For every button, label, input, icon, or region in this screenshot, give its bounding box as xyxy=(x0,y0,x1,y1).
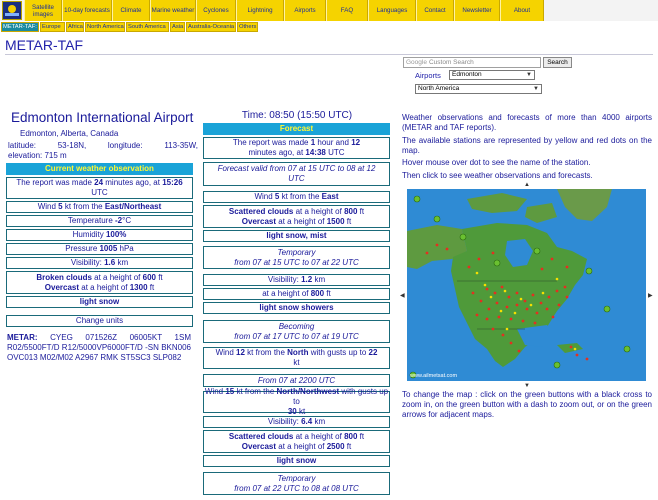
text: Humidity xyxy=(72,230,106,239)
current-temperature xyxy=(6,215,193,227)
current-wind xyxy=(6,201,193,213)
cloud-height: 1500 xyxy=(326,216,345,226)
forecast-ceiling-2 xyxy=(203,288,390,300)
nav-airports[interactable]: Airports xyxy=(284,0,326,21)
wind-direction: North xyxy=(287,348,309,357)
cloud-height: 800 xyxy=(344,206,358,216)
nav-marine-weather[interactable]: Marine weather xyxy=(150,0,196,21)
text: ft xyxy=(344,216,352,226)
temperature-value: -2 xyxy=(115,216,123,225)
text: at a height of xyxy=(293,431,345,441)
text: kt from the xyxy=(62,202,105,211)
metar-raw-report xyxy=(7,333,191,363)
text: minutes ago, at xyxy=(248,148,306,157)
map-credit: www.ailmetsat.com xyxy=(410,373,458,379)
region-europe[interactable]: Europe xyxy=(40,22,65,32)
humidity-value: 100% xyxy=(105,230,127,239)
period-range: from 07 at 17 UTC to 07 at 19 UTC xyxy=(234,331,359,341)
map-left-arrow-icon[interactable]: ◀ xyxy=(400,293,405,299)
text: at a height of xyxy=(276,441,327,451)
wind-gust: 30 xyxy=(287,407,297,416)
forecast-becoming xyxy=(203,320,390,343)
nav-cyclones[interactable]: Cyclones xyxy=(196,0,236,21)
current-visibility xyxy=(6,257,193,269)
region-others[interactable]: Others xyxy=(239,24,257,30)
forecast-validity xyxy=(203,162,390,186)
report-time: 15:26 xyxy=(162,178,183,187)
cloud-type: Scattered clouds xyxy=(228,431,294,441)
metar-text: CYEG 071526Z 06005KT 1SM R02/5500FT/D R12/5000VP6000FT/D -SN BKN006 OVC013 M02/M02 A2967 RMK ST5SC3 SLP082 xyxy=(7,333,191,362)
current-clouds xyxy=(6,271,193,294)
current-time: Time: 08:50 (15:50 UTC) xyxy=(241,110,353,121)
report-time: 14:38 xyxy=(305,148,326,157)
text: ft xyxy=(344,441,352,451)
wind-gust: 22 xyxy=(368,348,378,357)
forecast-wind-3 xyxy=(203,347,390,369)
top-navigation xyxy=(0,0,658,21)
station-map[interactable] xyxy=(407,189,646,381)
title-divider xyxy=(5,54,653,55)
region-asia[interactable]: Asia xyxy=(172,24,184,30)
current-weather xyxy=(6,296,193,308)
north-america-map xyxy=(407,189,646,381)
map-down-arrow-icon[interactable]: ▼ xyxy=(524,383,530,389)
text: The report was made xyxy=(16,178,95,187)
period-type: Temporary xyxy=(277,473,316,483)
cloud-height: 600 xyxy=(142,272,156,282)
visibility-value: 1.2 xyxy=(301,275,313,284)
wind-direction: North/Northwest xyxy=(276,387,340,396)
forecast-weather-1 xyxy=(203,230,390,242)
cloud-type: Overcast xyxy=(241,216,277,226)
text: Wind xyxy=(37,202,59,211)
cloud-type: Overcast xyxy=(241,441,277,451)
longitude-value: 113-35W, xyxy=(164,141,198,150)
page-title: METAR-TAF xyxy=(5,37,84,53)
weather-condition: light snow showers xyxy=(259,303,334,312)
longitude-label: longitude: xyxy=(107,141,143,150)
report-minutes: 24 xyxy=(94,178,104,187)
cloud-type: Scattered clouds xyxy=(228,206,294,216)
info-paragraph-1: Weather observations and forecasts of more than 4000 airports (METAR and TAF reports). xyxy=(402,113,652,132)
weather-condition: light snow xyxy=(276,456,317,465)
text: minutes ago, at xyxy=(103,178,163,187)
search-input[interactable] xyxy=(403,57,541,68)
wind-direction: East xyxy=(321,192,339,201)
current-observation-header: Current weather observation xyxy=(6,163,193,175)
text: kt from the xyxy=(234,387,277,396)
latitude-value: 53-18N, xyxy=(57,141,87,150)
current-report-age xyxy=(6,177,193,199)
cuba-shape xyxy=(557,343,583,353)
greenland-shape xyxy=(557,189,612,221)
text: km xyxy=(115,258,129,267)
forecast-temporary-1 xyxy=(203,246,390,269)
elevation: elevation: 715 m xyxy=(8,151,67,160)
cloud-height: 1300 xyxy=(129,282,148,292)
text: at a height of xyxy=(79,282,130,292)
chevron-down-icon: ▼ xyxy=(526,72,532,78)
forecast-wind-4 xyxy=(203,387,390,416)
text: Visibility: xyxy=(267,417,302,426)
nav-languages[interactable]: Languages xyxy=(368,0,416,21)
text: kt xyxy=(296,407,306,416)
text: ft xyxy=(155,272,163,282)
wind-speed: 5 xyxy=(274,192,280,201)
wind-speed: 5 xyxy=(58,202,63,211)
latitude-label: latitude: xyxy=(8,141,37,150)
text: at a height of xyxy=(293,206,345,216)
forecast-temporary-2 xyxy=(203,472,390,495)
nav-satellite-images[interactable]: Satellite images xyxy=(24,0,62,21)
period-type: Becoming xyxy=(278,321,315,331)
forecast-wind-1 xyxy=(203,191,390,203)
pressure-value: 1005 xyxy=(99,244,118,253)
nav-climate[interactable]: Climate xyxy=(112,0,150,21)
wind-speed: 15 xyxy=(225,387,235,396)
cloud-type: Broken clouds xyxy=(36,272,92,282)
text: ft xyxy=(147,282,155,292)
region-select-value: North America xyxy=(418,85,460,92)
text: ft xyxy=(357,431,365,441)
airport-coordinates xyxy=(8,141,198,161)
text: kt from the xyxy=(279,192,322,201)
period-type: Temporary xyxy=(277,247,316,257)
region-metar-taf[interactable]: METAR-TAF: xyxy=(1,22,39,32)
text: at a height of xyxy=(91,272,143,282)
current-humidity xyxy=(6,229,193,241)
period-range: from 07 at 15 UTC to 07 at 22 UTC xyxy=(234,257,359,267)
text: Visibility: xyxy=(267,275,302,284)
forecast-clouds-4 xyxy=(203,430,390,453)
text: at a height of xyxy=(276,216,327,226)
text: kt xyxy=(293,358,300,367)
forecast-weather-2 xyxy=(203,302,390,314)
nav-contact[interactable]: Contact xyxy=(416,0,454,21)
forecast-visibility-2 xyxy=(203,274,390,286)
report-hours: 1 xyxy=(310,138,316,147)
airport-select-value: Edmonton xyxy=(452,71,482,78)
search-button[interactable]: Search xyxy=(543,57,572,68)
airport-location: Edmonton, Alberta, Canada xyxy=(20,129,119,138)
forecast-clouds-1 xyxy=(203,205,390,228)
cloud-height: 2500 xyxy=(326,441,345,451)
text: with gusts up to xyxy=(293,387,389,406)
search-placeholder: Custom Search xyxy=(428,59,474,66)
change-units-label: Change units xyxy=(75,316,124,325)
text: Wind xyxy=(215,348,237,357)
info-paragraph-2: The available stations are represented by yellow and red dots on the map. xyxy=(402,136,652,155)
forecast-visibility-4 xyxy=(203,416,390,428)
region-south-america[interactable]: South America xyxy=(126,22,169,32)
region-north-america[interactable]: North America xyxy=(87,24,124,30)
period-range: From 07 at 2200 UTC xyxy=(257,375,336,385)
chevron-down-icon: ▼ xyxy=(533,86,539,92)
visibility-value: 1.6 xyxy=(104,258,116,267)
text: hPa xyxy=(117,244,134,253)
nav-lightning[interactable]: Lightning xyxy=(236,0,284,21)
forecast-header: Forecast xyxy=(203,123,390,135)
weather-condition: light snow xyxy=(79,297,120,306)
region-australia-oceania[interactable]: Australia-Oceania xyxy=(188,24,235,30)
map-up-arrow-icon[interactable]: ▲ xyxy=(524,182,530,188)
info-paragraph-5: To change the map : click on the green buttons with a black cross to zoom in, on the green button with a dash to zoom out, or on the green arrows for adjacent maps. xyxy=(402,390,652,419)
airport-name: Edmonton International Airport xyxy=(11,110,194,125)
text: ft xyxy=(357,206,365,216)
nav-newsletter[interactable]: Newsletter xyxy=(454,0,500,21)
cloud-height: 800 xyxy=(310,289,325,298)
text: km xyxy=(312,417,326,426)
visibility-value: 6.4 xyxy=(301,417,313,426)
text: with gusts up to xyxy=(308,348,369,357)
validity-text: Forecast valid from 07 at 15 UTC to 08 at 12 UTC xyxy=(217,164,376,183)
forecast-report-age xyxy=(203,137,390,159)
current-pressure xyxy=(6,243,193,255)
text: at a height of xyxy=(262,289,311,298)
arctic-islands-shape xyxy=(467,193,527,213)
google-label: Google xyxy=(406,59,427,66)
text: Pressure xyxy=(65,244,100,253)
baffin-island-shape xyxy=(525,203,557,223)
site-logo[interactable] xyxy=(2,1,22,20)
text: UTC xyxy=(325,148,345,157)
info-paragraph-3: Hover mouse over dot to see the name of the station. xyxy=(402,158,591,167)
region-africa[interactable]: Africa xyxy=(68,24,83,30)
text: ft xyxy=(324,289,331,298)
nav-faq[interactable]: FAQ xyxy=(326,0,368,21)
wind-direction: East/Northeast xyxy=(104,202,162,211)
text: Visibility: xyxy=(70,258,105,267)
text: Wind xyxy=(204,387,226,396)
forecast-from-2200 xyxy=(203,374,390,387)
text: °C xyxy=(122,216,132,225)
airport-select[interactable] xyxy=(449,70,535,80)
wind-speed: 12 xyxy=(236,348,245,357)
text: Temperature xyxy=(67,216,116,225)
period-range: from 07 at 22 UTC to 08 at 08 UTC xyxy=(234,483,359,493)
info-paragraph-4: Then click to see weather observations and forecasts. xyxy=(402,171,593,180)
change-units-button[interactable] xyxy=(6,315,193,327)
map-right-arrow-icon[interactable]: ▶ xyxy=(648,293,653,299)
text: UTC xyxy=(91,188,108,197)
nav-about[interactable]: About xyxy=(500,0,544,21)
text: The report was made xyxy=(232,138,311,147)
region-select[interactable] xyxy=(415,84,542,94)
cloud-height: 800 xyxy=(344,431,358,441)
forecast-weather-4 xyxy=(203,455,390,467)
text: Wind xyxy=(254,192,275,201)
nav-10-day-forecasts[interactable]: 10-day forecasts xyxy=(62,0,112,21)
text: hour and xyxy=(315,138,352,147)
cloud-type: Overcast xyxy=(44,282,80,292)
report-minutes: 12 xyxy=(351,138,361,147)
text: kt from the xyxy=(244,348,288,357)
weather-condition: light snow, mist xyxy=(266,231,327,240)
metar-label: METAR: xyxy=(7,333,38,342)
airports-label: Airports xyxy=(415,71,441,80)
text: km xyxy=(312,275,326,284)
